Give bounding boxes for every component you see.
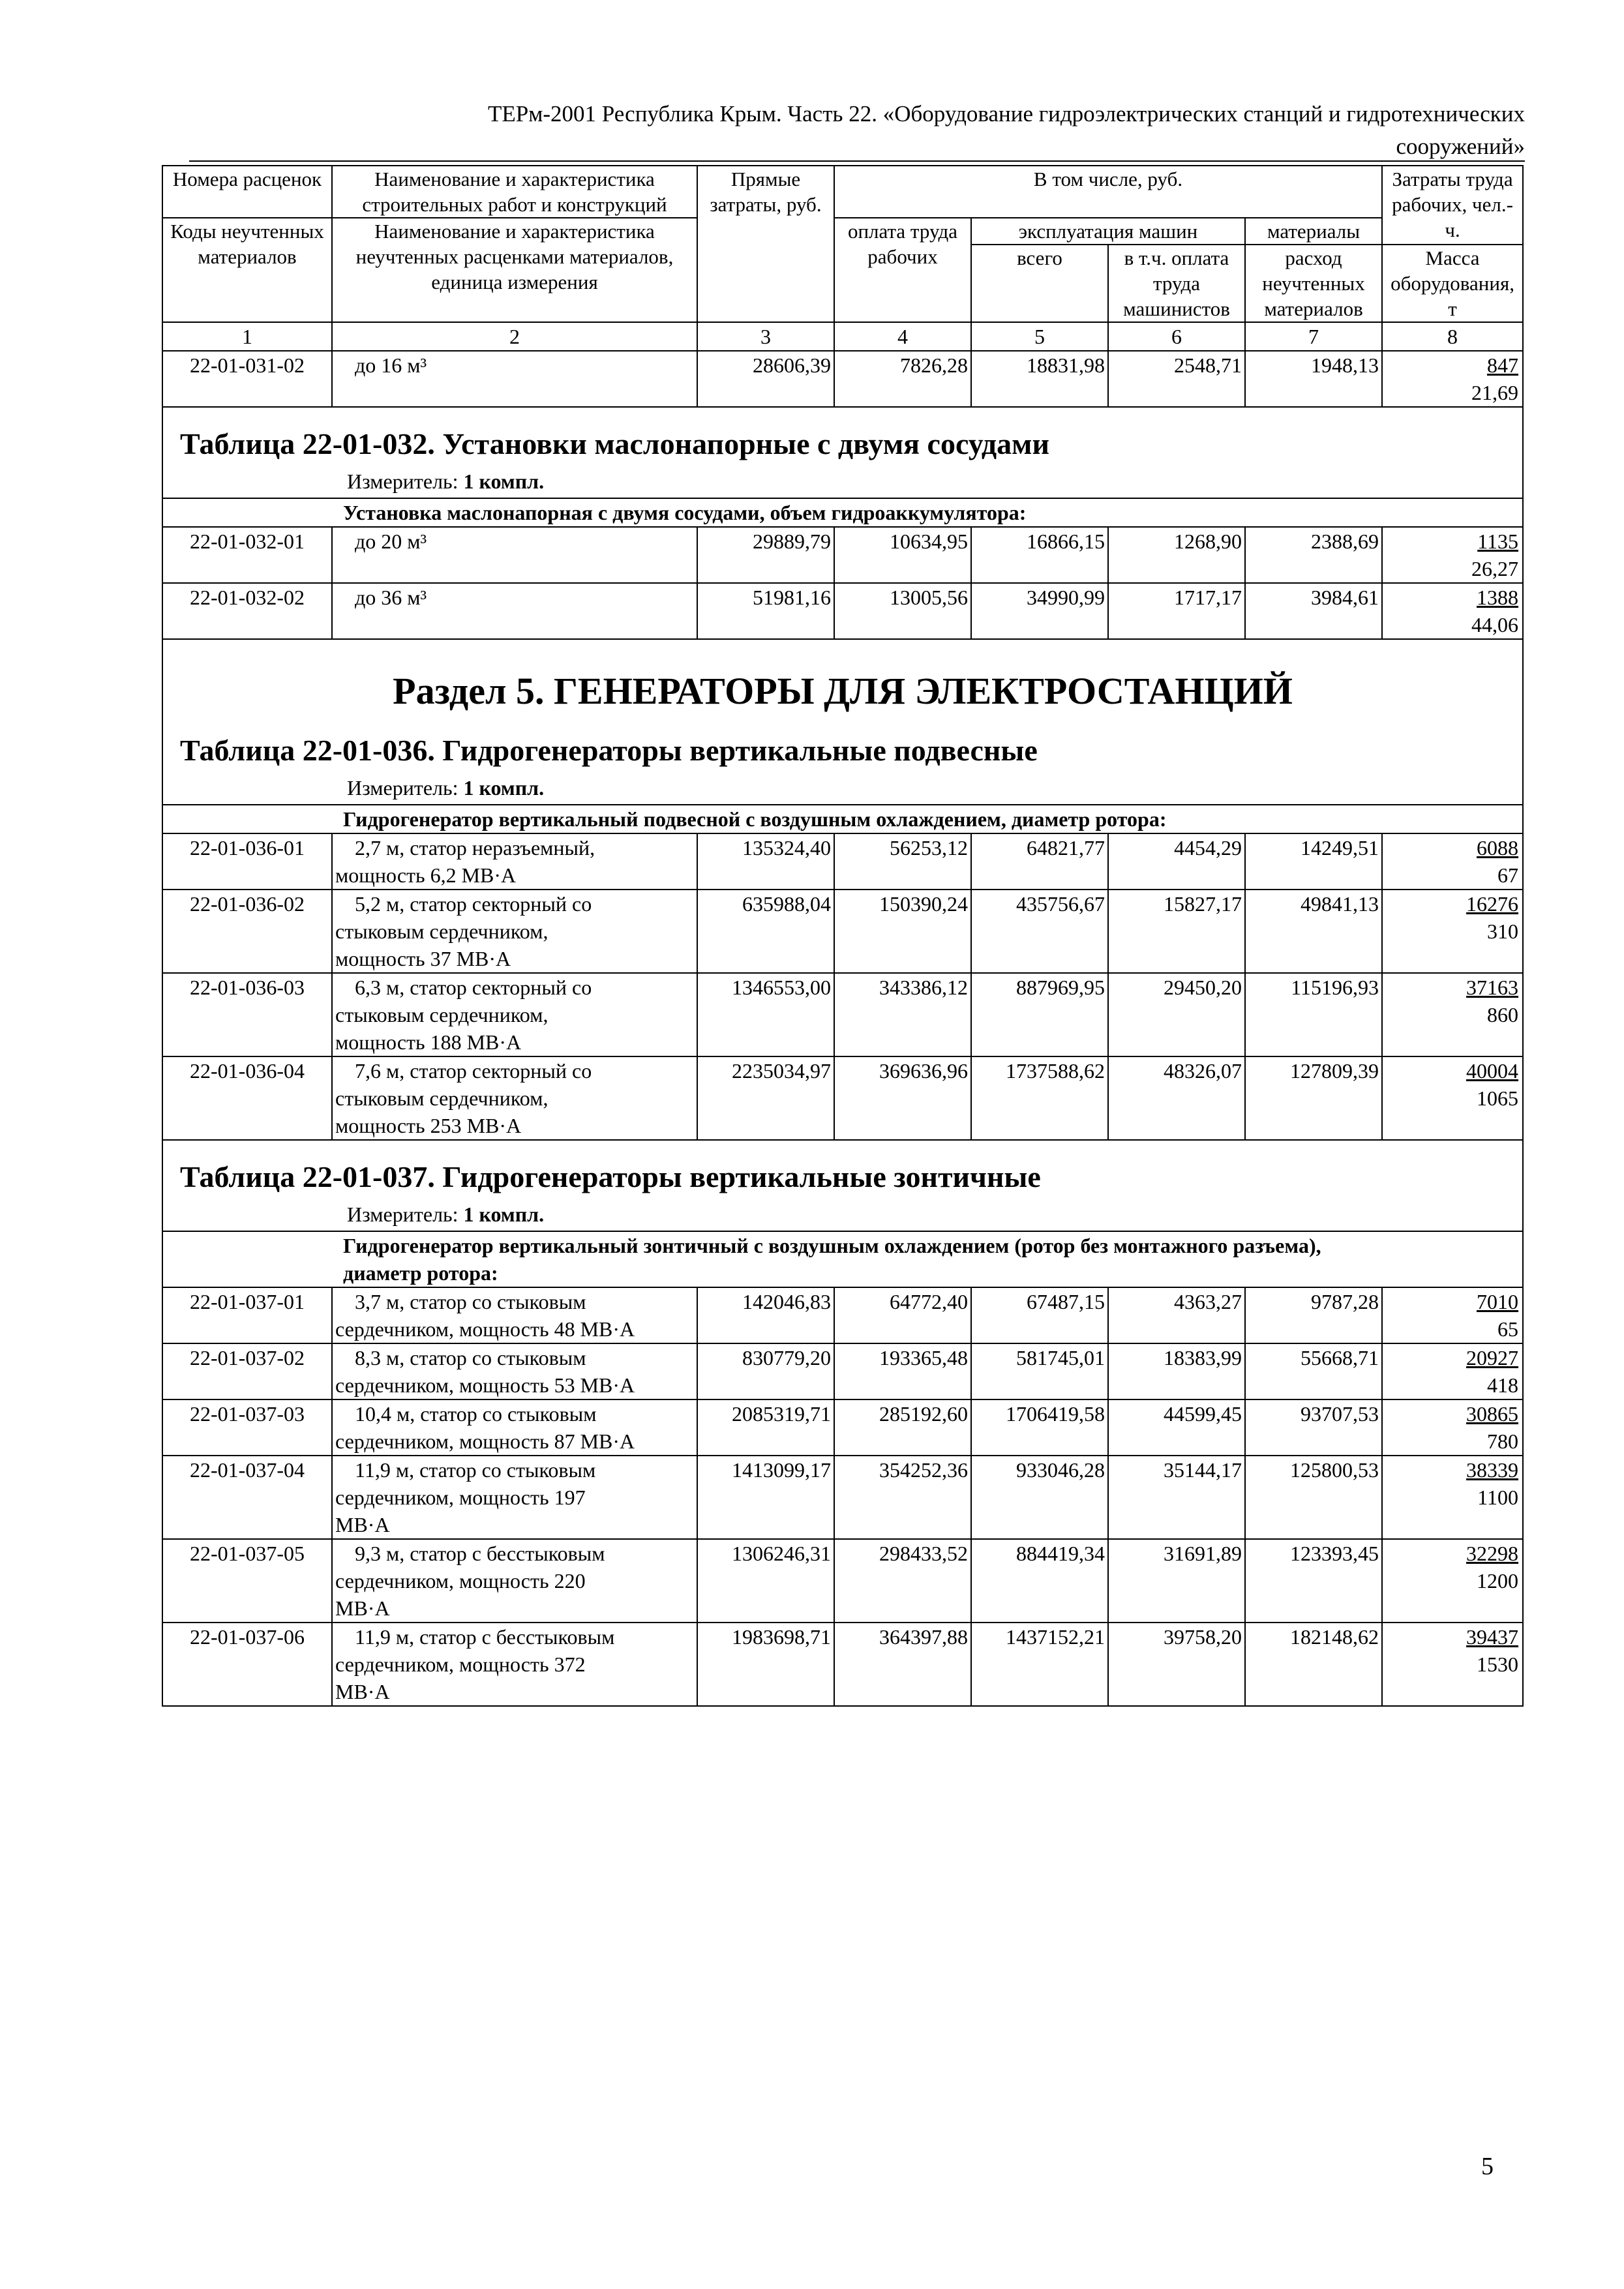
materials-cost: 49841,13 xyxy=(1245,890,1382,973)
machinists-pay: 44599,45 xyxy=(1108,1399,1245,1456)
machinists-pay: 1717,17 xyxy=(1108,583,1245,639)
materials-cost: 115196,93 xyxy=(1245,973,1382,1056)
labor-pay: 193365,48 xyxy=(834,1343,971,1399)
table-row xyxy=(162,1343,1523,1399)
rate-name xyxy=(332,1287,697,1343)
machines-total: 16866,15 xyxy=(971,527,1108,583)
direct-costs: 1346553,00 xyxy=(697,973,834,1056)
rate-name-line: стыковым сердечником, xyxy=(335,1086,549,1110)
column-number: 3 xyxy=(697,322,834,351)
equipment-mass: 1200 xyxy=(1477,1569,1519,1593)
labor-hours: 1388 xyxy=(1477,586,1519,609)
table-036-group-row xyxy=(162,805,1523,833)
col4-header: оплата труда рабочих xyxy=(834,218,971,322)
machines-total: 64821,77 xyxy=(971,833,1108,890)
labor-pay: 369636,96 xyxy=(834,1056,971,1140)
table-row xyxy=(162,1399,1523,1456)
rate-code: 22-01-032-02 xyxy=(162,583,332,639)
header-rule xyxy=(189,160,1525,162)
machinists-pay: 48326,07 xyxy=(1108,1056,1245,1140)
machines-total: 884419,34 xyxy=(971,1539,1108,1623)
labor-pay: 298433,52 xyxy=(834,1539,971,1623)
labor-pay: 343386,12 xyxy=(834,973,971,1056)
labor-hours: 30865 xyxy=(1466,1402,1519,1426)
materials-cost: 2388,69 xyxy=(1245,527,1382,583)
machinists-pay: 2548,71 xyxy=(1108,351,1245,407)
machines-total: 1437152,21 xyxy=(971,1623,1108,1706)
direct-costs: 142046,83 xyxy=(697,1287,834,1343)
labor-hours: 7010 xyxy=(1477,1290,1519,1313)
rate-code: 22-01-037-02 xyxy=(162,1343,332,1399)
rate-code: 22-01-037-06 xyxy=(162,1623,332,1706)
machinists-pay: 18383,99 xyxy=(1108,1343,1245,1399)
group-line: диаметр ротора: xyxy=(343,1261,498,1285)
machines-total: 1706419,58 xyxy=(971,1399,1108,1456)
rate-name-text: до 20 м³ xyxy=(355,530,427,553)
labor-and-mass xyxy=(1382,1399,1523,1456)
equipment-mass: 860 xyxy=(1487,1003,1519,1026)
col6-header: в т.ч. оплата труда машинистов xyxy=(1108,245,1245,322)
table-037-group-row xyxy=(162,1231,1523,1287)
rate-name xyxy=(332,1456,697,1539)
section-5-title: Раздел 5. ГЕНЕРАТОРЫ ДЛЯ ЭЛЕКТРОСТАНЦИЙ xyxy=(393,670,1293,712)
rate-name-line: 7,6 м, статор секторный со xyxy=(355,1059,592,1083)
rate-code: 22-01-037-04 xyxy=(162,1456,332,1539)
col1-top-header: Номера расценок xyxy=(162,166,332,218)
rate-name-line: 5,2 м, статор секторный со xyxy=(355,892,592,916)
rate-name-line: МВ·А xyxy=(335,1680,390,1703)
unit-label: Измеритель: xyxy=(347,776,459,800)
rate-name xyxy=(332,833,697,890)
col8-bottom-header: Масса оборудования, т xyxy=(1382,245,1523,322)
machines-total: 18831,98 xyxy=(971,351,1108,407)
incl-header: В том числе, руб. xyxy=(834,166,1382,218)
materials-cost: 182148,62 xyxy=(1245,1623,1382,1706)
rate-name-line: 11,9 м, статор с бесстыковым xyxy=(355,1625,615,1649)
labor-and-mass xyxy=(1382,973,1523,1056)
machines-total: 1737588,62 xyxy=(971,1056,1108,1140)
machinists-pay: 29450,20 xyxy=(1108,973,1245,1056)
rate-name-line: сердечником, мощность 197 xyxy=(335,1486,586,1509)
labor-and-mass xyxy=(1382,1623,1523,1706)
table-row xyxy=(162,1539,1523,1623)
equipment-mass: 1530 xyxy=(1477,1653,1519,1676)
column-number: 6 xyxy=(1108,322,1245,351)
rate-name-line: сердечником, мощность 87 МВ·А xyxy=(335,1429,635,1453)
rate-code: 22-01-031-02 xyxy=(162,351,332,407)
equipment-mass: 67 xyxy=(1497,863,1519,887)
labor-and-mass xyxy=(1382,890,1523,973)
rate-name-line: мощность 253 МВ·А xyxy=(335,1114,522,1137)
equipment-mass: 310 xyxy=(1487,920,1519,943)
labor-and-mass xyxy=(1382,351,1523,407)
equipment-mass: 418 xyxy=(1487,1373,1519,1397)
machinists-pay: 31691,89 xyxy=(1108,1539,1245,1623)
labor-and-mass xyxy=(1382,833,1523,890)
direct-costs: 2235034,97 xyxy=(697,1056,834,1140)
table-row xyxy=(162,973,1523,1056)
equipment-mass: 1100 xyxy=(1477,1486,1519,1509)
table-032-title: Таблица 22-01-032. Установки маслонапорные с двумя сосудами xyxy=(180,427,1049,460)
col5-header: всего xyxy=(971,245,1108,322)
machinists-pay: 39758,20 xyxy=(1108,1623,1245,1706)
table-036-title: Таблица 22-01-036. Гидрогенераторы вертикальные подвесные xyxy=(180,734,1038,767)
header-line-1: ТЕРм-2001 Республика Крым. Часть 22. «Оборудование гидроэлектрических станций и гидротехнических xyxy=(487,101,1525,127)
equipment-mass: 780 xyxy=(1487,1429,1519,1453)
column-number: 1 xyxy=(162,322,332,351)
rate-name-line: 3,7 м, статор со стыковым xyxy=(355,1290,586,1313)
col2-bottom-header: Наименование и характеристика неучтенных расценками материалов, единица измерения xyxy=(332,218,697,322)
column-number: 5 xyxy=(971,322,1108,351)
rate-name xyxy=(332,1623,697,1706)
labor-and-mass xyxy=(1382,583,1523,639)
unit-value: 1 компл. xyxy=(463,470,545,493)
table-row xyxy=(162,1456,1523,1539)
rate-name-line: сердечником, мощность 372 xyxy=(335,1653,586,1676)
table-032-group: Установка маслонапорная с двумя сосудами, объем гидроаккумулятора: xyxy=(162,498,1523,527)
labor-and-mass xyxy=(1382,1539,1523,1623)
rate-name-line: стыковым сердечником, xyxy=(335,1003,549,1026)
machinists-pay: 4454,29 xyxy=(1108,833,1245,890)
column-number: 8 xyxy=(1382,322,1523,351)
labor-pay: 364397,88 xyxy=(834,1623,971,1706)
labor-and-mass xyxy=(1382,1343,1523,1399)
table-row xyxy=(162,1056,1523,1140)
equipment-mass: 1065 xyxy=(1477,1086,1519,1110)
rate-name-line: МВ·А xyxy=(335,1596,390,1620)
col3-header: Прямые затраты, руб. xyxy=(697,166,834,322)
materials-cost: 93707,53 xyxy=(1245,1399,1382,1456)
rate-name xyxy=(332,1399,697,1456)
table-row xyxy=(162,1287,1523,1343)
rate-name xyxy=(332,890,697,973)
materials-cost: 14249,51 xyxy=(1245,833,1382,890)
rate-name xyxy=(332,1056,697,1140)
labor-hours: 39437 xyxy=(1466,1625,1519,1649)
direct-costs: 1983698,71 xyxy=(697,1623,834,1706)
rate-code: 22-01-036-04 xyxy=(162,1056,332,1140)
materials-cost: 1948,13 xyxy=(1245,351,1382,407)
col8-top-header: Затраты труда рабочих, чел.-ч. xyxy=(1382,166,1523,245)
rate-code: 22-01-037-03 xyxy=(162,1399,332,1456)
rate-name-line: 9,3 м, статор с бесстыковым xyxy=(355,1542,605,1565)
rate-name-line: мощность 188 МВ·А xyxy=(335,1030,522,1054)
machines-total: 435756,67 xyxy=(971,890,1108,973)
group-line: Гидрогенератор вертикальный зонтичный с воздушным охлаждением (ротор без монтажного разъема), xyxy=(343,1234,1321,1257)
table-032-title-row xyxy=(162,407,1523,498)
materials-cost: 127809,39 xyxy=(1245,1056,1382,1140)
direct-costs: 1306246,31 xyxy=(697,1539,834,1623)
table-037-group xyxy=(162,1231,1523,1287)
rate-name-line: мощность 6,2 МВ·А xyxy=(335,863,517,887)
labor-and-mass xyxy=(1382,527,1523,583)
machines-header: эксплуатация машин xyxy=(971,218,1245,245)
equipment-mass: 26,27 xyxy=(1471,557,1519,580)
table-037-title-row xyxy=(162,1140,1523,1231)
direct-costs: 830779,20 xyxy=(697,1343,834,1399)
col2-top-header: Наименование и характеристика строительных работ и конструкций xyxy=(332,166,697,218)
rate-name xyxy=(332,1539,697,1623)
labor-hours: 6088 xyxy=(1477,836,1519,860)
machinists-pay: 4363,27 xyxy=(1108,1287,1245,1343)
column-number: 7 xyxy=(1245,322,1382,351)
table-row xyxy=(162,1623,1523,1706)
machines-total: 933046,28 xyxy=(971,1456,1108,1539)
labor-pay: 285192,60 xyxy=(834,1399,971,1456)
rate-code: 22-01-037-01 xyxy=(162,1287,332,1343)
table-row xyxy=(162,833,1523,890)
labor-hours: 38339 xyxy=(1466,1458,1519,1482)
rate-name-line: МВ·А xyxy=(335,1513,390,1536)
machines-total: 67487,15 xyxy=(971,1287,1108,1343)
table-row xyxy=(162,583,1523,639)
materials-cost: 123393,45 xyxy=(1245,1539,1382,1623)
rate-name-line: 8,3 м, статор со стыковым xyxy=(355,1346,586,1369)
rate-name xyxy=(332,351,697,407)
table-036-unit xyxy=(167,770,1518,804)
rate-name xyxy=(332,583,697,639)
table-037-unit xyxy=(167,1197,1518,1231)
labor-and-mass xyxy=(1382,1456,1523,1539)
equipment-mass: 65 xyxy=(1497,1317,1519,1341)
labor-hours: 16276 xyxy=(1466,892,1519,916)
unit-value: 1 компл. xyxy=(463,776,545,800)
rates-table xyxy=(162,165,1524,1707)
labor-pay: 13005,56 xyxy=(834,583,971,639)
rate-name-line: 10,4 м, статор со стыковым xyxy=(355,1402,597,1426)
direct-costs: 51981,16 xyxy=(697,583,834,639)
document-header xyxy=(196,98,1525,163)
rates-table-frame xyxy=(162,165,1522,1707)
labor-hours: 40004 xyxy=(1466,1059,1519,1083)
labor-pay: 150390,24 xyxy=(834,890,971,973)
rate-name-line: 11,9 м, статор со стыковым xyxy=(355,1458,596,1482)
header-row-1 xyxy=(162,166,1523,218)
labor-pay: 64772,40 xyxy=(834,1287,971,1343)
table-032-unit xyxy=(167,464,1518,498)
labor-hours: 20927 xyxy=(1466,1346,1519,1369)
header-line-2: сооружений» xyxy=(1396,134,1525,159)
rate-code: 22-01-036-02 xyxy=(162,890,332,973)
column-numbers-row xyxy=(162,322,1523,351)
materials-cost: 55668,71 xyxy=(1245,1343,1382,1399)
col1-bottom-header: Коды неучтенных материалов xyxy=(162,218,332,322)
rate-name xyxy=(332,973,697,1056)
unit-label: Измеритель: xyxy=(347,1203,459,1226)
machines-total: 581745,01 xyxy=(971,1343,1108,1399)
materials-header: материалы xyxy=(1245,218,1382,245)
labor-pay: 354252,36 xyxy=(834,1456,971,1539)
labor-hours: 847 xyxy=(1487,353,1519,377)
machines-total: 34990,99 xyxy=(971,583,1108,639)
direct-costs: 135324,40 xyxy=(697,833,834,890)
header-row-2 xyxy=(162,218,1523,245)
page-number: 5 xyxy=(1481,2153,1494,2180)
materials-cost: 125800,53 xyxy=(1245,1456,1382,1539)
rate-name-line: 2,7 м, статор неразъемный, xyxy=(355,836,595,860)
rate-name-line: сердечником, мощность 220 xyxy=(335,1569,586,1593)
rate-name-line: 6,3 м, статор секторный со xyxy=(355,976,592,999)
labor-and-mass xyxy=(1382,1287,1523,1343)
rate-code: 22-01-037-05 xyxy=(162,1539,332,1623)
col7-header: расход неучтенных материалов xyxy=(1245,245,1382,322)
column-number: 2 xyxy=(332,322,697,351)
rate-name xyxy=(332,527,697,583)
rate-code: 22-01-036-03 xyxy=(162,973,332,1056)
labor-hours: 1135 xyxy=(1477,530,1519,553)
table-036-title-row xyxy=(162,639,1523,805)
table-037-title: Таблица 22-01-037. Гидрогенераторы вертикальные зонтичные xyxy=(180,1160,1041,1193)
rate-name-text: до 16 м³ xyxy=(355,353,427,377)
labor-hours: 37163 xyxy=(1466,976,1519,999)
rate-code: 22-01-036-01 xyxy=(162,833,332,890)
labor-pay: 56253,12 xyxy=(834,833,971,890)
column-number: 4 xyxy=(834,322,971,351)
equipment-mass: 21,69 xyxy=(1471,381,1519,404)
table-row xyxy=(162,527,1523,583)
rate-name-line: сердечником, мощность 48 МВ·А xyxy=(335,1317,635,1341)
direct-costs: 29889,79 xyxy=(697,527,834,583)
rate-code: 22-01-032-01 xyxy=(162,527,332,583)
direct-costs: 1413099,17 xyxy=(697,1456,834,1539)
rate-name-line: сердечником, мощность 53 МВ·А xyxy=(335,1373,635,1397)
labor-pay: 7826,28 xyxy=(834,351,971,407)
equipment-mass: 44,06 xyxy=(1471,613,1519,636)
machinists-pay: 1268,90 xyxy=(1108,527,1245,583)
machinists-pay: 35144,17 xyxy=(1108,1456,1245,1539)
direct-costs: 28606,39 xyxy=(697,351,834,407)
direct-costs: 2085319,71 xyxy=(697,1399,834,1456)
table-row xyxy=(162,351,1523,407)
machines-total: 887969,95 xyxy=(971,973,1108,1056)
labor-pay: 10634,95 xyxy=(834,527,971,583)
table-036-group: Гидрогенератор вертикальный подвесной с воздушным охлаждением, диаметр ротора: xyxy=(162,805,1523,833)
table-032-group-row xyxy=(162,498,1523,527)
materials-cost: 3984,61 xyxy=(1245,583,1382,639)
materials-cost: 9787,28 xyxy=(1245,1287,1382,1343)
machinists-pay: 15827,17 xyxy=(1108,890,1245,973)
table-row xyxy=(162,890,1523,973)
rate-name-text: до 36 м³ xyxy=(355,586,427,609)
direct-costs: 635988,04 xyxy=(697,890,834,973)
rate-name-line: мощность 37 МВ·А xyxy=(335,947,511,970)
labor-hours: 32298 xyxy=(1466,1542,1519,1565)
unit-value: 1 компл. xyxy=(463,1203,545,1226)
labor-and-mass xyxy=(1382,1056,1523,1140)
unit-label: Измеритель: xyxy=(347,470,459,493)
rate-name-line: стыковым сердечником, xyxy=(335,920,549,943)
rate-name xyxy=(332,1343,697,1399)
